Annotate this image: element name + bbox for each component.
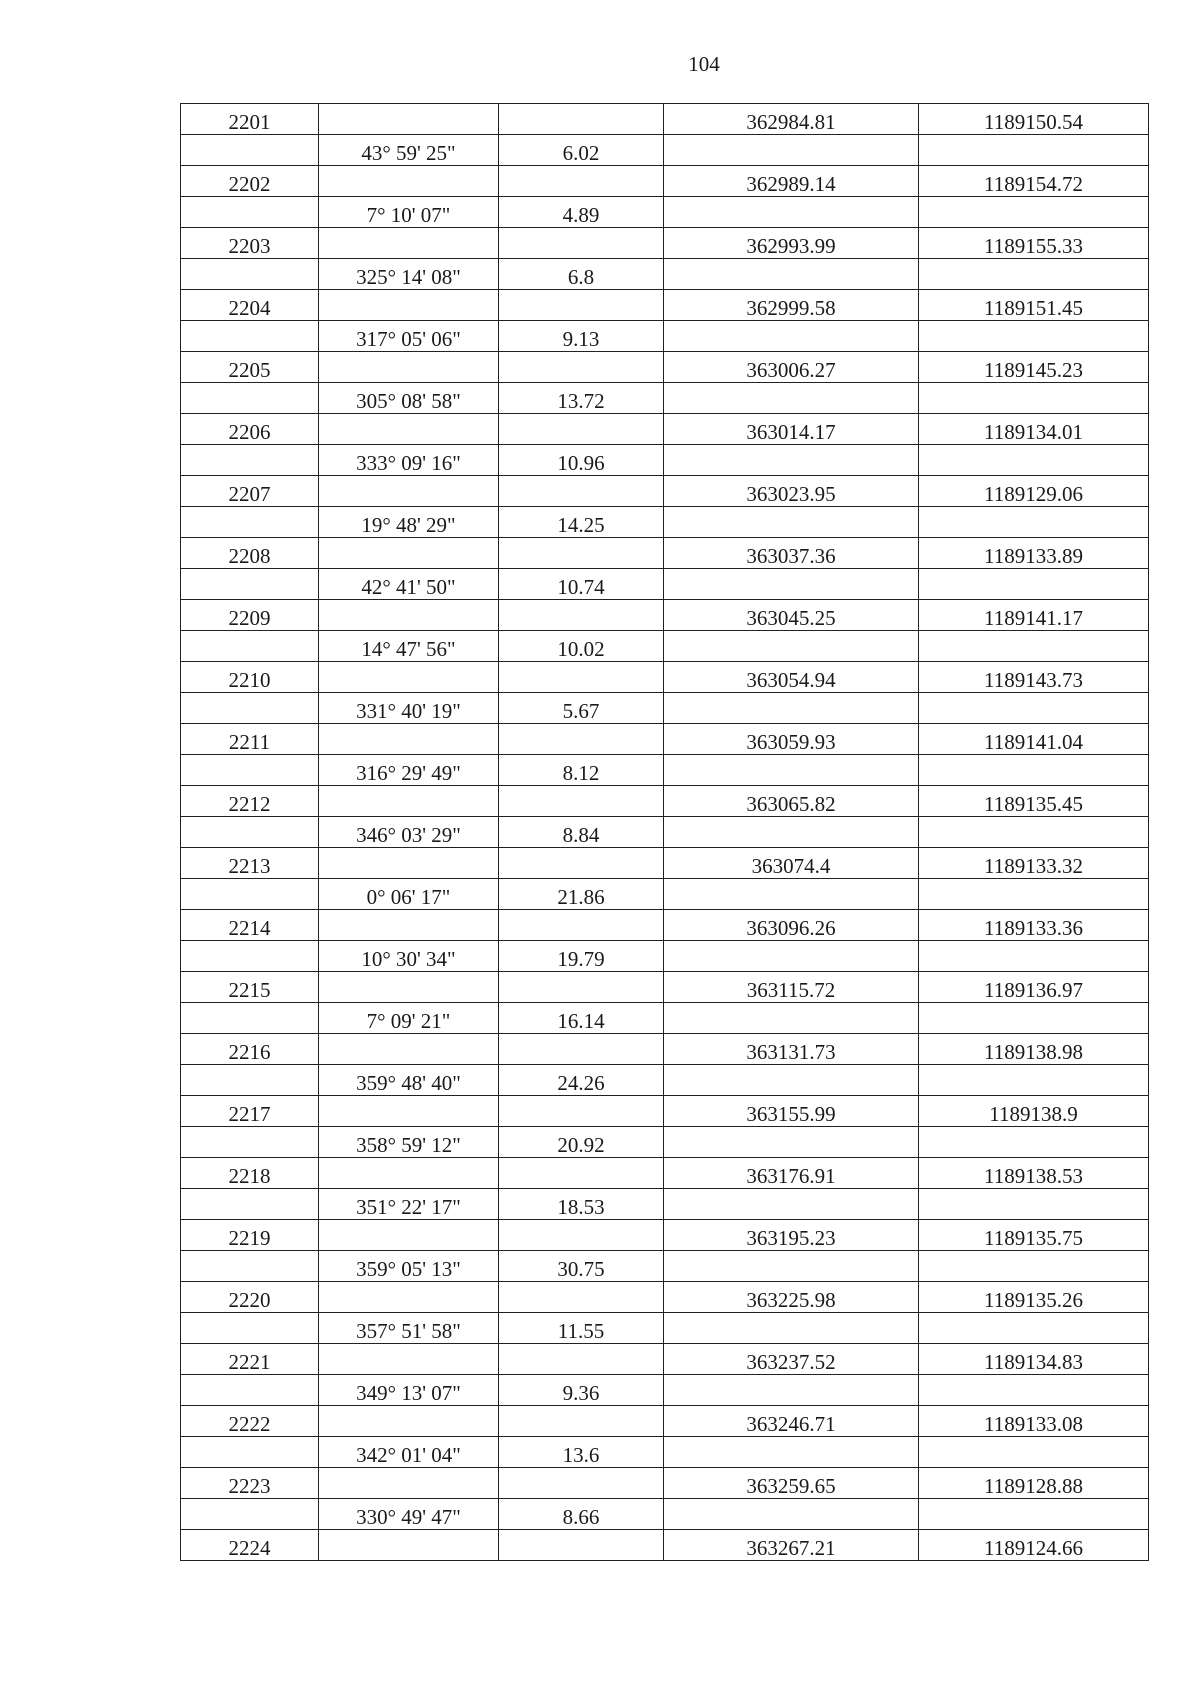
bearing-cell bbox=[319, 1220, 499, 1251]
point-number-cell bbox=[181, 507, 319, 538]
y-coordinate-cell bbox=[919, 1375, 1149, 1406]
distance-cell bbox=[499, 1468, 664, 1499]
bearing-cell bbox=[319, 1530, 499, 1561]
x-coordinate-cell bbox=[664, 1003, 919, 1034]
bearing-cell: 7° 10' 07" bbox=[319, 197, 499, 228]
bearing-cell bbox=[319, 476, 499, 507]
bearing-cell bbox=[319, 1096, 499, 1127]
point-row bbox=[181, 1282, 1149, 1313]
distance-cell bbox=[499, 1406, 664, 1437]
bearing-cell bbox=[319, 1406, 499, 1437]
distance-cell: 16.14 bbox=[499, 1003, 664, 1034]
point-row bbox=[181, 352, 1149, 383]
point-row bbox=[181, 1096, 1149, 1127]
bearing-cell: 14° 47' 56" bbox=[319, 631, 499, 662]
distance-cell: 20.92 bbox=[499, 1127, 664, 1158]
distance-cell bbox=[499, 1034, 664, 1065]
point-number-cell bbox=[181, 1437, 319, 1468]
x-coordinate-cell bbox=[664, 1065, 919, 1096]
distance-cell bbox=[499, 1158, 664, 1189]
distance-cell bbox=[499, 414, 664, 445]
bearing-cell: 359° 05' 13" bbox=[319, 1251, 499, 1282]
distance-cell bbox=[499, 662, 664, 693]
segment-row bbox=[181, 1251, 1149, 1282]
point-number-cell bbox=[181, 755, 319, 786]
point-number-cell bbox=[181, 631, 319, 662]
y-coordinate-cell: 1189135.26 bbox=[919, 1282, 1149, 1313]
point-row bbox=[181, 972, 1149, 1003]
point-row bbox=[181, 1220, 1149, 1251]
point-row bbox=[181, 848, 1149, 879]
distance-cell bbox=[499, 724, 664, 755]
bearing-cell: 349° 13' 07" bbox=[319, 1375, 499, 1406]
x-coordinate-cell bbox=[664, 879, 919, 910]
point-number-cell: 2202 bbox=[181, 166, 319, 197]
point-row bbox=[181, 1530, 1149, 1561]
x-coordinate-cell bbox=[664, 1189, 919, 1220]
x-coordinate-cell bbox=[664, 755, 919, 786]
point-row bbox=[181, 538, 1149, 569]
distance-cell bbox=[499, 1096, 664, 1127]
bearing-cell: 358° 59' 12" bbox=[319, 1127, 499, 1158]
y-coordinate-cell bbox=[919, 321, 1149, 352]
x-coordinate-cell bbox=[664, 1251, 919, 1282]
x-coordinate-cell: 363045.25 bbox=[664, 600, 919, 631]
x-coordinate-cell: 363023.95 bbox=[664, 476, 919, 507]
x-coordinate-cell: 363259.65 bbox=[664, 1468, 919, 1499]
distance-cell: 9.36 bbox=[499, 1375, 664, 1406]
segment-row bbox=[181, 817, 1149, 848]
point-row bbox=[181, 1468, 1149, 1499]
distance-cell: 10.74 bbox=[499, 569, 664, 600]
bearing-cell bbox=[319, 228, 499, 259]
point-row bbox=[181, 104, 1149, 135]
bearing-cell bbox=[319, 786, 499, 817]
x-coordinate-cell bbox=[664, 135, 919, 166]
y-coordinate-cell: 1189134.83 bbox=[919, 1344, 1149, 1375]
x-coordinate-cell: 363155.99 bbox=[664, 1096, 919, 1127]
x-coordinate-cell bbox=[664, 1313, 919, 1344]
distance-cell bbox=[499, 228, 664, 259]
segment-row bbox=[181, 1065, 1149, 1096]
distance-cell bbox=[499, 848, 664, 879]
point-row bbox=[181, 290, 1149, 321]
distance-cell bbox=[499, 600, 664, 631]
y-coordinate-cell: 1189133.08 bbox=[919, 1406, 1149, 1437]
x-coordinate-cell bbox=[664, 259, 919, 290]
x-coordinate-cell: 363237.52 bbox=[664, 1344, 919, 1375]
distance-cell bbox=[499, 910, 664, 941]
bearing-cell bbox=[319, 662, 499, 693]
point-row bbox=[181, 414, 1149, 445]
y-coordinate-cell: 1189133.89 bbox=[919, 538, 1149, 569]
bearing-cell bbox=[319, 972, 499, 1003]
x-coordinate-cell bbox=[664, 1375, 919, 1406]
bearing-cell: 317° 05' 06" bbox=[319, 321, 499, 352]
segment-row bbox=[181, 445, 1149, 476]
distance-cell bbox=[499, 972, 664, 1003]
y-coordinate-cell: 1189133.36 bbox=[919, 910, 1149, 941]
x-coordinate-cell: 363037.36 bbox=[664, 538, 919, 569]
point-number-cell bbox=[181, 197, 319, 228]
point-number-cell bbox=[181, 1313, 319, 1344]
segment-row bbox=[181, 321, 1149, 352]
point-number-cell: 2212 bbox=[181, 786, 319, 817]
distance-cell: 8.12 bbox=[499, 755, 664, 786]
distance-cell bbox=[499, 1220, 664, 1251]
coordinates-table bbox=[180, 103, 1149, 1561]
bearing-cell bbox=[319, 1344, 499, 1375]
segment-row bbox=[181, 569, 1149, 600]
point-number-cell bbox=[181, 135, 319, 166]
segment-row bbox=[181, 693, 1149, 724]
distance-cell bbox=[499, 166, 664, 197]
distance-cell: 11.55 bbox=[499, 1313, 664, 1344]
y-coordinate-cell: 1189154.72 bbox=[919, 166, 1149, 197]
x-coordinate-cell: 363006.27 bbox=[664, 352, 919, 383]
y-coordinate-cell bbox=[919, 507, 1149, 538]
bearing-cell: 19° 48' 29" bbox=[319, 507, 499, 538]
y-coordinate-cell bbox=[919, 1499, 1149, 1530]
x-coordinate-cell bbox=[664, 1499, 919, 1530]
point-number-cell: 2213 bbox=[181, 848, 319, 879]
x-coordinate-cell: 363176.91 bbox=[664, 1158, 919, 1189]
x-coordinate-cell: 363065.82 bbox=[664, 786, 919, 817]
distance-cell: 9.13 bbox=[499, 321, 664, 352]
distance-cell: 10.96 bbox=[499, 445, 664, 476]
x-coordinate-cell bbox=[664, 1127, 919, 1158]
x-coordinate-cell: 362989.14 bbox=[664, 166, 919, 197]
segment-row bbox=[181, 1189, 1149, 1220]
y-coordinate-cell: 1189136.97 bbox=[919, 972, 1149, 1003]
y-coordinate-cell: 1189124.66 bbox=[919, 1530, 1149, 1561]
y-coordinate-cell: 1189129.06 bbox=[919, 476, 1149, 507]
distance-cell: 19.79 bbox=[499, 941, 664, 972]
point-number-cell bbox=[181, 1375, 319, 1406]
y-coordinate-cell: 1189155.33 bbox=[919, 228, 1149, 259]
point-number-cell: 2220 bbox=[181, 1282, 319, 1313]
point-number-cell: 2204 bbox=[181, 290, 319, 321]
x-coordinate-cell: 362993.99 bbox=[664, 228, 919, 259]
bearing-cell: 305° 08' 58" bbox=[319, 383, 499, 414]
x-coordinate-cell bbox=[664, 197, 919, 228]
bearing-cell: 316° 29' 49" bbox=[319, 755, 499, 786]
point-row bbox=[181, 1406, 1149, 1437]
x-coordinate-cell: 363246.71 bbox=[664, 1406, 919, 1437]
bearing-cell: 0° 06' 17" bbox=[319, 879, 499, 910]
point-row bbox=[181, 166, 1149, 197]
coordinates-table-body bbox=[181, 104, 1149, 1561]
y-coordinate-cell: 1189138.98 bbox=[919, 1034, 1149, 1065]
x-coordinate-cell bbox=[664, 941, 919, 972]
y-coordinate-cell: 1189135.75 bbox=[919, 1220, 1149, 1251]
point-row bbox=[181, 910, 1149, 941]
x-coordinate-cell bbox=[664, 445, 919, 476]
point-row bbox=[181, 600, 1149, 631]
bearing-cell bbox=[319, 910, 499, 941]
segment-row bbox=[181, 135, 1149, 166]
y-coordinate-cell bbox=[919, 383, 1149, 414]
y-coordinate-cell: 1189151.45 bbox=[919, 290, 1149, 321]
point-row bbox=[181, 1344, 1149, 1375]
bearing-cell: 346° 03' 29" bbox=[319, 817, 499, 848]
point-number-cell: 2207 bbox=[181, 476, 319, 507]
point-number-cell: 2224 bbox=[181, 1530, 319, 1561]
point-row bbox=[181, 1034, 1149, 1065]
segment-row bbox=[181, 1375, 1149, 1406]
point-number-cell: 2211 bbox=[181, 724, 319, 755]
point-number-cell bbox=[181, 445, 319, 476]
point-number-cell bbox=[181, 321, 319, 352]
y-coordinate-cell: 1189141.17 bbox=[919, 600, 1149, 631]
point-number-cell: 2201 bbox=[181, 104, 319, 135]
point-row bbox=[181, 1158, 1149, 1189]
distance-cell bbox=[499, 1530, 664, 1561]
y-coordinate-cell: 1189138.53 bbox=[919, 1158, 1149, 1189]
distance-cell bbox=[499, 786, 664, 817]
y-coordinate-cell: 1189138.9 bbox=[919, 1096, 1149, 1127]
segment-row bbox=[181, 1499, 1149, 1530]
x-coordinate-cell bbox=[664, 817, 919, 848]
y-coordinate-cell bbox=[919, 445, 1149, 476]
segment-row bbox=[181, 941, 1149, 972]
distance-cell: 8.84 bbox=[499, 817, 664, 848]
bearing-cell: 43° 59' 25" bbox=[319, 135, 499, 166]
y-coordinate-cell: 1189150.54 bbox=[919, 104, 1149, 135]
y-coordinate-cell bbox=[919, 1437, 1149, 1468]
point-number-cell bbox=[181, 879, 319, 910]
point-number-cell: 2218 bbox=[181, 1158, 319, 1189]
y-coordinate-cell: 1189145.23 bbox=[919, 352, 1149, 383]
distance-cell bbox=[499, 1344, 664, 1375]
x-coordinate-cell: 363195.23 bbox=[664, 1220, 919, 1251]
y-coordinate-cell bbox=[919, 1065, 1149, 1096]
bearing-cell: 359° 48' 40" bbox=[319, 1065, 499, 1096]
distance-cell bbox=[499, 1282, 664, 1313]
distance-cell: 14.25 bbox=[499, 507, 664, 538]
y-coordinate-cell bbox=[919, 817, 1149, 848]
bearing-cell: 351° 22' 17" bbox=[319, 1189, 499, 1220]
bearing-cell: 357° 51' 58" bbox=[319, 1313, 499, 1344]
point-row bbox=[181, 228, 1149, 259]
bearing-cell bbox=[319, 414, 499, 445]
distance-cell: 21.86 bbox=[499, 879, 664, 910]
x-coordinate-cell: 363225.98 bbox=[664, 1282, 919, 1313]
bearing-cell bbox=[319, 352, 499, 383]
x-coordinate-cell: 363014.17 bbox=[664, 414, 919, 445]
bearing-cell: 7° 09' 21" bbox=[319, 1003, 499, 1034]
segment-row bbox=[181, 383, 1149, 414]
point-number-cell bbox=[181, 569, 319, 600]
point-row bbox=[181, 476, 1149, 507]
distance-cell: 10.02 bbox=[499, 631, 664, 662]
segment-row bbox=[181, 755, 1149, 786]
x-coordinate-cell bbox=[664, 507, 919, 538]
y-coordinate-cell bbox=[919, 1251, 1149, 1282]
point-number-cell bbox=[181, 259, 319, 290]
bearing-cell: 342° 01' 04" bbox=[319, 1437, 499, 1468]
distance-cell bbox=[499, 538, 664, 569]
point-number-cell: 2217 bbox=[181, 1096, 319, 1127]
distance-cell: 13.72 bbox=[499, 383, 664, 414]
segment-row bbox=[181, 1127, 1149, 1158]
page-number: 104 bbox=[688, 52, 720, 76]
distance-cell: 6.02 bbox=[499, 135, 664, 166]
distance-cell: 5.67 bbox=[499, 693, 664, 724]
x-coordinate-cell: 363074.4 bbox=[664, 848, 919, 879]
point-number-cell bbox=[181, 1065, 319, 1096]
segment-row bbox=[181, 197, 1149, 228]
bearing-cell bbox=[319, 290, 499, 321]
y-coordinate-cell: 1189135.45 bbox=[919, 786, 1149, 817]
distance-cell: 24.26 bbox=[499, 1065, 664, 1096]
bearing-cell bbox=[319, 104, 499, 135]
x-coordinate-cell: 362984.81 bbox=[664, 104, 919, 135]
x-coordinate-cell: 363059.93 bbox=[664, 724, 919, 755]
bearing-cell bbox=[319, 1034, 499, 1065]
segment-row bbox=[181, 1313, 1149, 1344]
x-coordinate-cell bbox=[664, 1437, 919, 1468]
y-coordinate-cell bbox=[919, 259, 1149, 290]
y-coordinate-cell: 1189128.88 bbox=[919, 1468, 1149, 1499]
bearing-cell: 10° 30' 34" bbox=[319, 941, 499, 972]
bearing-cell bbox=[319, 600, 499, 631]
x-coordinate-cell: 363096.26 bbox=[664, 910, 919, 941]
y-coordinate-cell bbox=[919, 693, 1149, 724]
point-number-cell: 2219 bbox=[181, 1220, 319, 1251]
segment-row bbox=[181, 1437, 1149, 1468]
point-number-cell: 2214 bbox=[181, 910, 319, 941]
point-number-cell bbox=[181, 1499, 319, 1530]
segment-row bbox=[181, 259, 1149, 290]
y-coordinate-cell bbox=[919, 197, 1149, 228]
bearing-cell: 330° 49' 47" bbox=[319, 1499, 499, 1530]
y-coordinate-cell bbox=[919, 1127, 1149, 1158]
y-coordinate-cell: 1189143.73 bbox=[919, 662, 1149, 693]
point-number-cell: 2216 bbox=[181, 1034, 319, 1065]
bearing-cell bbox=[319, 848, 499, 879]
distance-cell: 6.8 bbox=[499, 259, 664, 290]
bearing-cell bbox=[319, 1282, 499, 1313]
distance-cell bbox=[499, 476, 664, 507]
x-coordinate-cell bbox=[664, 693, 919, 724]
x-coordinate-cell: 363054.94 bbox=[664, 662, 919, 693]
point-number-cell bbox=[181, 1189, 319, 1220]
x-coordinate-cell bbox=[664, 569, 919, 600]
distance-cell: 18.53 bbox=[499, 1189, 664, 1220]
bearing-cell: 325° 14' 08" bbox=[319, 259, 499, 290]
y-coordinate-cell bbox=[919, 569, 1149, 600]
point-row bbox=[181, 662, 1149, 693]
segment-row bbox=[181, 1003, 1149, 1034]
y-coordinate-cell bbox=[919, 755, 1149, 786]
point-number-cell bbox=[181, 383, 319, 414]
point-number-cell: 2215 bbox=[181, 972, 319, 1003]
y-coordinate-cell bbox=[919, 1189, 1149, 1220]
point-number-cell: 2206 bbox=[181, 414, 319, 445]
point-number-cell bbox=[181, 1251, 319, 1282]
point-number-cell bbox=[181, 941, 319, 972]
distance-cell bbox=[499, 290, 664, 321]
x-coordinate-cell bbox=[664, 321, 919, 352]
bearing-cell bbox=[319, 724, 499, 755]
y-coordinate-cell bbox=[919, 135, 1149, 166]
segment-row bbox=[181, 631, 1149, 662]
point-number-cell: 2205 bbox=[181, 352, 319, 383]
y-coordinate-cell bbox=[919, 1313, 1149, 1344]
bearing-cell: 42° 41' 50" bbox=[319, 569, 499, 600]
point-number-cell: 2210 bbox=[181, 662, 319, 693]
bearing-cell: 331° 40' 19" bbox=[319, 693, 499, 724]
y-coordinate-cell bbox=[919, 879, 1149, 910]
distance-cell bbox=[499, 104, 664, 135]
point-number-cell: 2208 bbox=[181, 538, 319, 569]
bearing-cell bbox=[319, 1468, 499, 1499]
y-coordinate-cell: 1189134.01 bbox=[919, 414, 1149, 445]
x-coordinate-cell: 363131.73 bbox=[664, 1034, 919, 1065]
point-number-cell: 2203 bbox=[181, 228, 319, 259]
bearing-cell bbox=[319, 166, 499, 197]
bearing-cell: 333° 09' 16" bbox=[319, 445, 499, 476]
distance-cell: 30.75 bbox=[499, 1251, 664, 1282]
x-coordinate-cell: 362999.58 bbox=[664, 290, 919, 321]
x-coordinate-cell: 363267.21 bbox=[664, 1530, 919, 1561]
point-number-cell: 2209 bbox=[181, 600, 319, 631]
point-row bbox=[181, 786, 1149, 817]
y-coordinate-cell bbox=[919, 941, 1149, 972]
x-coordinate-cell bbox=[664, 631, 919, 662]
distance-cell: 13.6 bbox=[499, 1437, 664, 1468]
y-coordinate-cell bbox=[919, 631, 1149, 662]
point-number-cell bbox=[181, 817, 319, 848]
y-coordinate-cell bbox=[919, 1003, 1149, 1034]
x-coordinate-cell: 363115.72 bbox=[664, 972, 919, 1003]
point-number-cell bbox=[181, 693, 319, 724]
distance-cell: 8.66 bbox=[499, 1499, 664, 1530]
point-number-cell bbox=[181, 1127, 319, 1158]
point-number-cell bbox=[181, 1003, 319, 1034]
point-number-cell: 2223 bbox=[181, 1468, 319, 1499]
y-coordinate-cell: 1189141.04 bbox=[919, 724, 1149, 755]
bearing-cell bbox=[319, 538, 499, 569]
point-number-cell: 2222 bbox=[181, 1406, 319, 1437]
x-coordinate-cell bbox=[664, 383, 919, 414]
distance-cell bbox=[499, 352, 664, 383]
point-row bbox=[181, 724, 1149, 755]
distance-cell: 4.89 bbox=[499, 197, 664, 228]
bearing-cell bbox=[319, 1158, 499, 1189]
segment-row bbox=[181, 879, 1149, 910]
y-coordinate-cell: 1189133.32 bbox=[919, 848, 1149, 879]
segment-row bbox=[181, 507, 1149, 538]
point-number-cell: 2221 bbox=[181, 1344, 319, 1375]
